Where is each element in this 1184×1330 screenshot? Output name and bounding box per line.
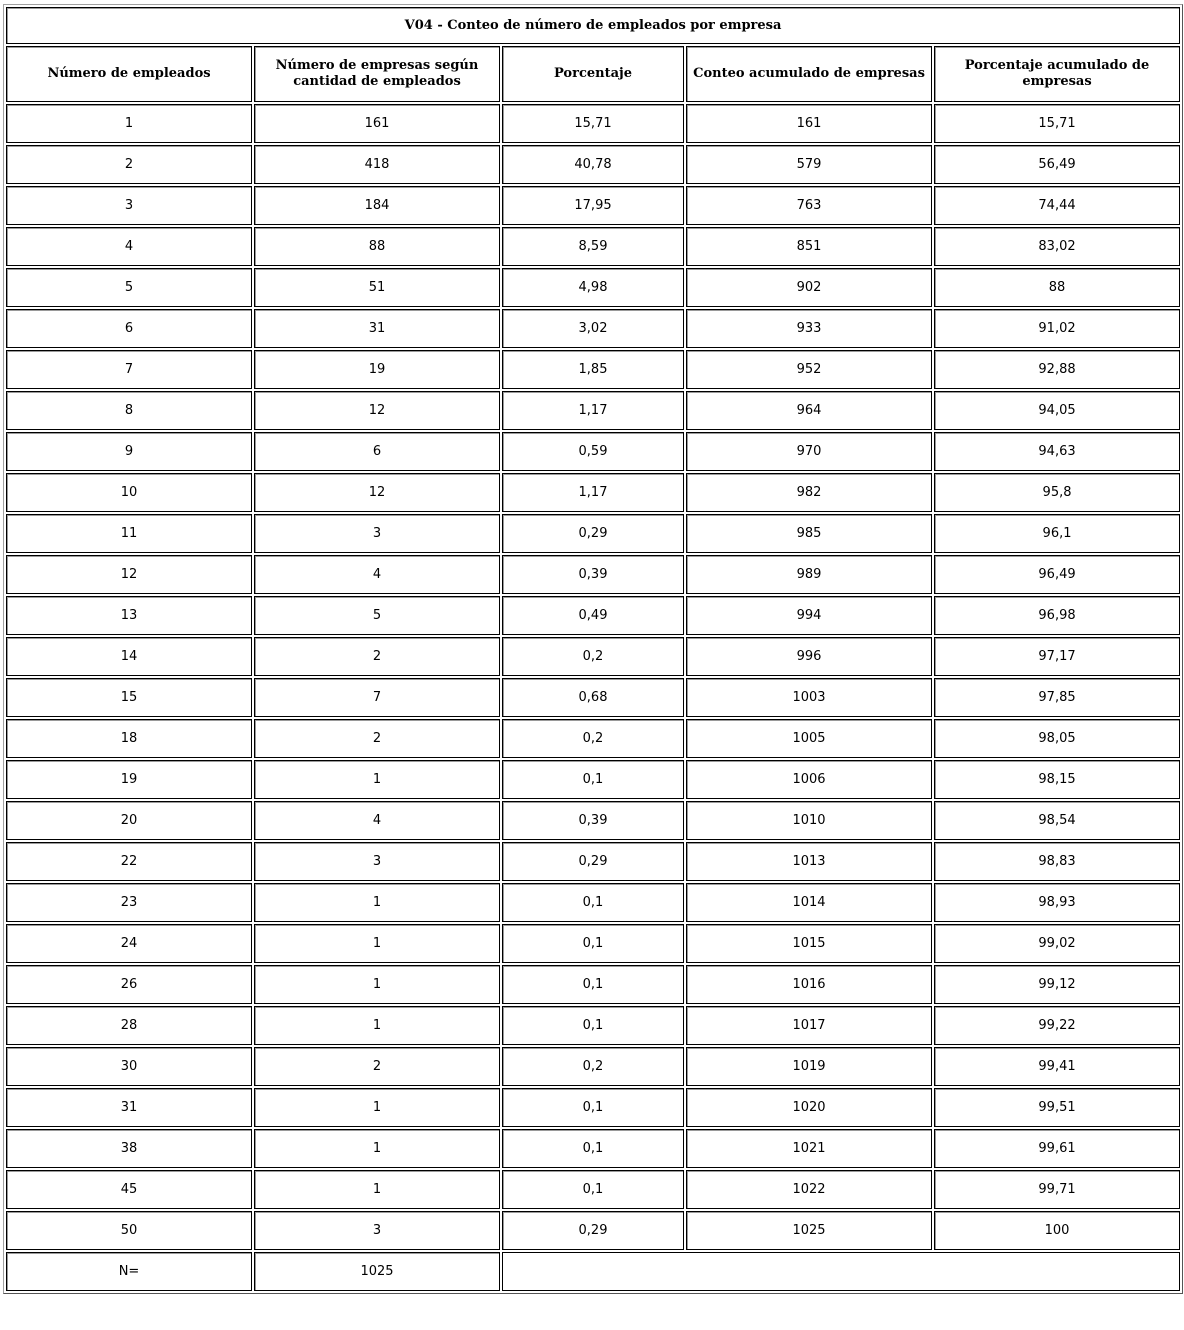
cell-porcentaje: 0,1: [502, 924, 684, 963]
cell-num-empleados: 30: [6, 1047, 252, 1086]
cell-conteo-acumulado: 1006: [686, 760, 932, 799]
cell-porcentaje-acumulado: 88: [934, 268, 1180, 307]
cell-conteo-acumulado: 763: [686, 186, 932, 225]
cell-num-empresas: 3: [254, 514, 500, 553]
cell-porcentaje: 0,2: [502, 719, 684, 758]
cell-porcentaje: 40,78: [502, 145, 684, 184]
cell-num-empresas: 51: [254, 268, 500, 307]
table-container: [3, 4, 1181, 1294]
cell-conteo-acumulado: 579: [686, 145, 932, 184]
cell-porcentaje: 0,59: [502, 432, 684, 471]
cell-porcentaje-acumulado: 96,1: [934, 514, 1180, 553]
header-porcentaje: Porcentaje: [502, 46, 684, 102]
table-row: [6, 678, 1180, 717]
cell-num-empresas: 1: [254, 965, 500, 1004]
table-row: [6, 801, 1180, 840]
cell-porcentaje-acumulado: 96,49: [934, 555, 1180, 594]
cell-num-empleados: 7: [6, 350, 252, 389]
cell-num-empresas: 1: [254, 1006, 500, 1045]
cell-porcentaje-acumulado: 98,15: [934, 760, 1180, 799]
cell-porcentaje-acumulado: 98,54: [934, 801, 1180, 840]
cell-porcentaje: 17,95: [502, 186, 684, 225]
footer-label: N=: [6, 1252, 252, 1291]
cell-num-empresas: 19: [254, 350, 500, 389]
cell-num-empresas: 161: [254, 104, 500, 143]
cell-conteo-acumulado: 996: [686, 637, 932, 676]
cell-num-empleados: 18: [6, 719, 252, 758]
footer-row: [6, 1252, 1180, 1291]
cell-porcentaje: 0,2: [502, 637, 684, 676]
cell-conteo-acumulado: 1014: [686, 883, 932, 922]
table-row: [6, 596, 1180, 635]
cell-porcentaje: 4,98: [502, 268, 684, 307]
cell-num-empresas: 3: [254, 1211, 500, 1250]
cell-porcentaje: 0,39: [502, 801, 684, 840]
cell-porcentaje: 0,1: [502, 760, 684, 799]
cell-num-empresas: 2: [254, 719, 500, 758]
cell-num-empresas: 5: [254, 596, 500, 635]
header-num-empleados: Número de empleados: [6, 46, 252, 102]
table-body: [6, 104, 1180, 1250]
cell-porcentaje-acumulado: 96,98: [934, 596, 1180, 635]
cell-conteo-acumulado: 994: [686, 596, 932, 635]
cell-conteo-acumulado: 1013: [686, 842, 932, 881]
cell-num-empleados: 23: [6, 883, 252, 922]
cell-num-empleados: 38: [6, 1129, 252, 1168]
header-num-empresas: Número de empresas según cantidad de empleados: [254, 46, 500, 102]
cell-porcentaje: 3,02: [502, 309, 684, 348]
cell-porcentaje-acumulado: 83,02: [934, 227, 1180, 266]
cell-num-empresas: 1: [254, 883, 500, 922]
table-row: [6, 1006, 1180, 1045]
cell-num-empleados: 3: [6, 186, 252, 225]
cell-conteo-acumulado: 1016: [686, 965, 932, 1004]
table-row: [6, 842, 1180, 881]
cell-porcentaje-acumulado: 94,05: [934, 391, 1180, 430]
cell-conteo-acumulado: 982: [686, 473, 932, 512]
table-row: [6, 309, 1180, 348]
table-row: [6, 104, 1180, 143]
cell-num-empleados: 20: [6, 801, 252, 840]
cell-num-empleados: 2: [6, 145, 252, 184]
cell-conteo-acumulado: 1025: [686, 1211, 932, 1250]
cell-conteo-acumulado: 161: [686, 104, 932, 143]
table-row: [6, 924, 1180, 963]
cell-num-empresas: 2: [254, 1047, 500, 1086]
cell-porcentaje-acumulado: 92,88: [934, 350, 1180, 389]
cell-conteo-acumulado: 1010: [686, 801, 932, 840]
cell-porcentaje-acumulado: 56,49: [934, 145, 1180, 184]
cell-porcentaje-acumulado: 99,51: [934, 1088, 1180, 1127]
cell-num-empleados: 50: [6, 1211, 252, 1250]
cell-conteo-acumulado: 902: [686, 268, 932, 307]
cell-num-empresas: 2: [254, 637, 500, 676]
cell-porcentaje: 0,68: [502, 678, 684, 717]
cell-num-empleados: 13: [6, 596, 252, 635]
header-row: [6, 46, 1180, 102]
cell-porcentaje: 0,29: [502, 842, 684, 881]
table-row: [6, 1047, 1180, 1086]
cell-num-empleados: 6: [6, 309, 252, 348]
cell-porcentaje-acumulado: 95,8: [934, 473, 1180, 512]
cell-num-empleados: 8: [6, 391, 252, 430]
cell-conteo-acumulado: 933: [686, 309, 932, 348]
cell-conteo-acumulado: 1003: [686, 678, 932, 717]
cell-conteo-acumulado: 1015: [686, 924, 932, 963]
table-row: [6, 1211, 1180, 1250]
cell-porcentaje-acumulado: 94,63: [934, 432, 1180, 471]
table-row: [6, 391, 1180, 430]
cell-num-empresas: 4: [254, 801, 500, 840]
cell-num-empresas: 31: [254, 309, 500, 348]
cell-num-empleados: 9: [6, 432, 252, 471]
cell-porcentaje-acumulado: 99,61: [934, 1129, 1180, 1168]
cell-num-empresas: 12: [254, 391, 500, 430]
table-row: [6, 719, 1180, 758]
employee-count-table: [3, 4, 1183, 1294]
cell-num-empleados: 11: [6, 514, 252, 553]
cell-num-empresas: 418: [254, 145, 500, 184]
cell-num-empresas: 88: [254, 227, 500, 266]
footer-empty-cell: [502, 1252, 1180, 1291]
cell-porcentaje-acumulado: 97,17: [934, 637, 1180, 676]
cell-conteo-acumulado: 1005: [686, 719, 932, 758]
table-row: [6, 268, 1180, 307]
cell-conteo-acumulado: 952: [686, 350, 932, 389]
cell-num-empresas: 184: [254, 186, 500, 225]
cell-conteo-acumulado: 1019: [686, 1047, 932, 1086]
title-row: [6, 7, 1180, 44]
cell-num-empleados: 19: [6, 760, 252, 799]
cell-porcentaje-acumulado: 99,22: [934, 1006, 1180, 1045]
cell-porcentaje: 0,29: [502, 514, 684, 553]
cell-num-empleados: 31: [6, 1088, 252, 1127]
table-row: [6, 555, 1180, 594]
cell-porcentaje-acumulado: 99,02: [934, 924, 1180, 963]
cell-num-empresas: 1: [254, 1170, 500, 1209]
table-row: [6, 186, 1180, 225]
cell-porcentaje: 1,85: [502, 350, 684, 389]
cell-conteo-acumulado: 964: [686, 391, 932, 430]
cell-porcentaje: 0,39: [502, 555, 684, 594]
cell-num-empleados: 12: [6, 555, 252, 594]
footer-total: 1025: [254, 1252, 500, 1291]
table-title: V04 - Conteo de número de empleados por empresa: [6, 7, 1180, 44]
table-row: [6, 1170, 1180, 1209]
cell-num-empleados: 28: [6, 1006, 252, 1045]
table-row: [6, 1088, 1180, 1127]
cell-num-empleados: 45: [6, 1170, 252, 1209]
cell-porcentaje: 0,2: [502, 1047, 684, 1086]
cell-num-empresas: 7: [254, 678, 500, 717]
header-conteo-acumulado: Conteo acumulado de empresas: [686, 46, 932, 102]
cell-num-empresas: 1: [254, 1088, 500, 1127]
cell-num-empresas: 3: [254, 842, 500, 881]
cell-num-empleados: 24: [6, 924, 252, 963]
table-row: [6, 1129, 1180, 1168]
table-row: [6, 145, 1180, 184]
cell-porcentaje-acumulado: 99,71: [934, 1170, 1180, 1209]
table-row: [6, 350, 1180, 389]
cell-porcentaje-acumulado: 91,02: [934, 309, 1180, 348]
cell-porcentaje: 0,49: [502, 596, 684, 635]
table-row: [6, 473, 1180, 512]
header-porcentaje-acumulado: Porcentaje acumulado de empresas: [934, 46, 1180, 102]
cell-num-empleados: 5: [6, 268, 252, 307]
cell-num-empresas: 1: [254, 1129, 500, 1168]
cell-porcentaje: 0,29: [502, 1211, 684, 1250]
cell-porcentaje: 0,1: [502, 1129, 684, 1168]
cell-porcentaje-acumulado: 15,71: [934, 104, 1180, 143]
table-row: [6, 965, 1180, 1004]
cell-num-empresas: 6: [254, 432, 500, 471]
cell-porcentaje: 0,1: [502, 965, 684, 1004]
table-row: [6, 514, 1180, 553]
cell-porcentaje: 1,17: [502, 473, 684, 512]
cell-porcentaje-acumulado: 98,05: [934, 719, 1180, 758]
table-row: [6, 883, 1180, 922]
cell-num-empleados: 22: [6, 842, 252, 881]
cell-porcentaje-acumulado: 99,41: [934, 1047, 1180, 1086]
cell-porcentaje: 8,59: [502, 227, 684, 266]
cell-porcentaje-acumulado: 98,83: [934, 842, 1180, 881]
cell-num-empleados: 10: [6, 473, 252, 512]
cell-porcentaje: 0,1: [502, 1170, 684, 1209]
cell-conteo-acumulado: 851: [686, 227, 932, 266]
cell-num-empleados: 14: [6, 637, 252, 676]
table-row: [6, 227, 1180, 266]
cell-conteo-acumulado: 985: [686, 514, 932, 553]
cell-conteo-acumulado: 989: [686, 555, 932, 594]
cell-num-empleados: 1: [6, 104, 252, 143]
cell-porcentaje-acumulado: 100: [934, 1211, 1180, 1250]
cell-num-empresas: 1: [254, 924, 500, 963]
cell-num-empresas: 12: [254, 473, 500, 512]
cell-conteo-acumulado: 1020: [686, 1088, 932, 1127]
cell-conteo-acumulado: 1021: [686, 1129, 932, 1168]
cell-porcentaje: 15,71: [502, 104, 684, 143]
table-row: [6, 760, 1180, 799]
cell-num-empresas: 4: [254, 555, 500, 594]
cell-num-empleados: 4: [6, 227, 252, 266]
cell-porcentaje-acumulado: 97,85: [934, 678, 1180, 717]
cell-conteo-acumulado: 970: [686, 432, 932, 471]
cell-conteo-acumulado: 1022: [686, 1170, 932, 1209]
table-row: [6, 637, 1180, 676]
cell-conteo-acumulado: 1017: [686, 1006, 932, 1045]
cell-porcentaje: 0,1: [502, 1088, 684, 1127]
cell-porcentaje: 1,17: [502, 391, 684, 430]
cell-porcentaje-acumulado: 98,93: [934, 883, 1180, 922]
cell-porcentaje-acumulado: 99,12: [934, 965, 1180, 1004]
cell-num-empleados: 15: [6, 678, 252, 717]
cell-porcentaje: 0,1: [502, 883, 684, 922]
table-row: [6, 432, 1180, 471]
cell-num-empleados: 26: [6, 965, 252, 1004]
cell-porcentaje-acumulado: 74,44: [934, 186, 1180, 225]
cell-porcentaje: 0,1: [502, 1006, 684, 1045]
cell-num-empresas: 1: [254, 760, 500, 799]
